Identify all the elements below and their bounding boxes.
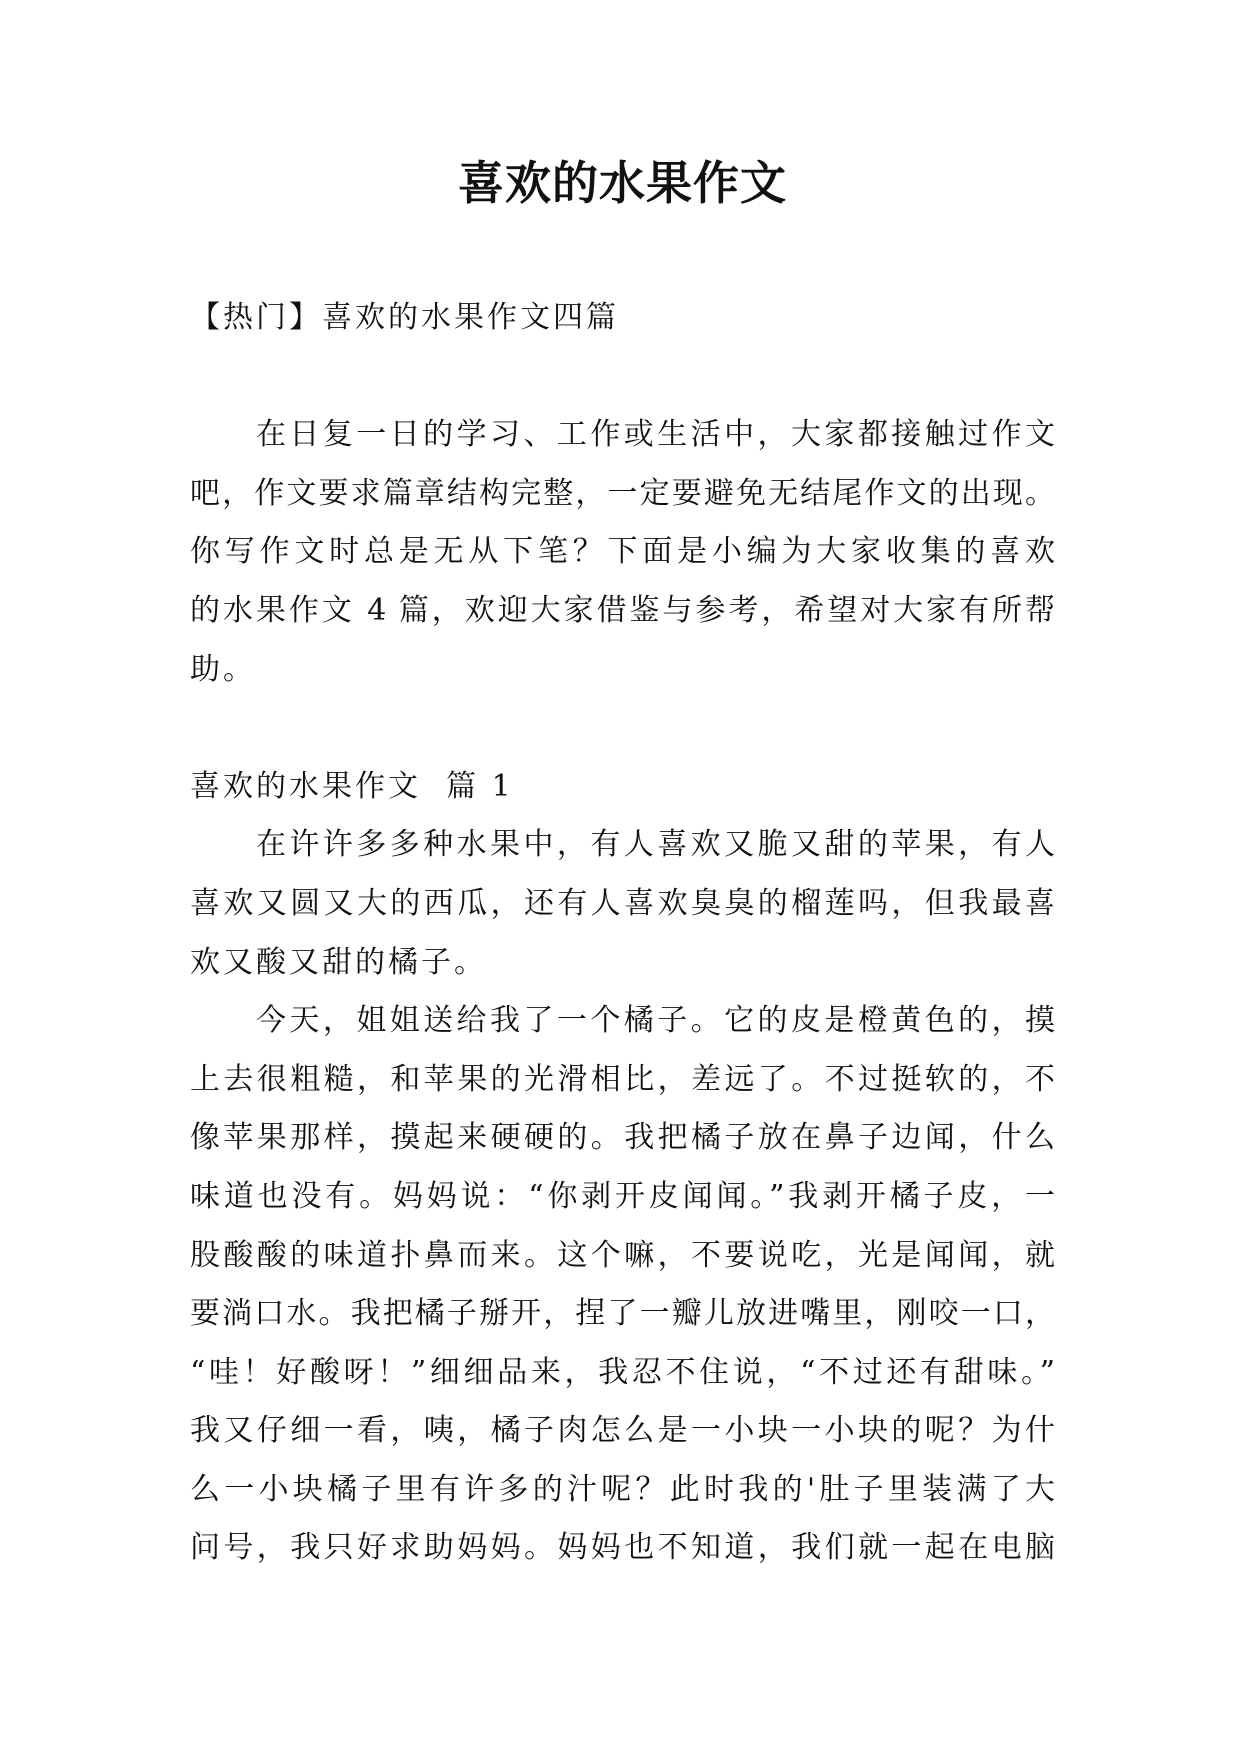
paragraph-line: 问号，我只好求助妈妈。妈妈也不知道，我们就一起在电脑 — [190, 1530, 1055, 1566]
essay-section-1 — [190, 758, 1055, 1578]
document-title: 喜欢的水果作文 — [458, 156, 787, 210]
paragraph-line: 上去很粗糙，和苹果的光滑相比，差远了。不过挺软的，不 — [190, 1061, 1055, 1097]
section-paragraph-2 — [190, 992, 1055, 1578]
paragraph-line: “哇！好酸呀！”细细品来，我忍不住说，“不过还有甜味。” — [190, 1354, 1055, 1390]
document-subtitle: 【热门】喜欢的水果作文四篇 — [190, 300, 619, 335]
paragraph-line: 今天，姐姐送给我了一个橘子。它的皮是橙黄色的，摸 — [256, 1003, 1055, 1039]
paragraph-line: 欢又酸又甜的橘子。 — [190, 944, 487, 980]
paragraph-line: 在许许多多种水果中，有人喜欢又脆又甜的苹果，有人 — [256, 827, 1055, 863]
paragraph-line: 吧，作文要求篇章结构完整，一定要避免无结尾作文的出现。 — [190, 475, 1055, 511]
paragraph-line: 你写作文时总是无从下笔？下面是小编为大家收集的喜欢 — [190, 534, 1055, 570]
paragraph-line: 要淌口水。我把橘子掰开，捏了一瓣儿放进嘴里，刚咬一口， — [190, 1296, 1055, 1332]
paragraph-line: 像苹果那样，摸起来硬硬的。我把橘子放在鼻子边闻，什么 — [190, 1120, 1055, 1156]
paragraph-line: 喜欢又圆又大的西瓜，还有人喜欢臭臭的榴莲吗，但我最喜 — [190, 885, 1055, 921]
paragraph-line: 味道也没有。妈妈说：“你剥开皮闻闻。”我剥开橘子皮，一 — [190, 1178, 1055, 1214]
section-heading: 喜欢的水果作文 篇 1 — [190, 768, 514, 804]
paragraph-line: 在日复一日的学习、工作或生活中，大家都接触过作文 — [256, 417, 1055, 453]
section-paragraph-1 — [190, 816, 1055, 992]
paragraph-line: 助。 — [190, 651, 256, 687]
paragraph-line: 么一小块橘子里有许多的汁呢？此时我的'肚子里装满了大 — [190, 1471, 1055, 1507]
paragraph-line: 股酸酸的味道扑鼻而来。这个嘛，不要说吃，光是闻闻，就 — [190, 1237, 1055, 1273]
paragraph-line: 我又仔细一看，咦，橘子肉怎么是一小块一小块的呢？为什 — [190, 1413, 1055, 1449]
document-body — [190, 289, 1055, 1578]
intro-paragraph — [190, 406, 1055, 699]
paragraph-line: 的水果作文 4 篇，欢迎大家借鉴与参考，希望对大家有所帮 — [190, 592, 1055, 628]
